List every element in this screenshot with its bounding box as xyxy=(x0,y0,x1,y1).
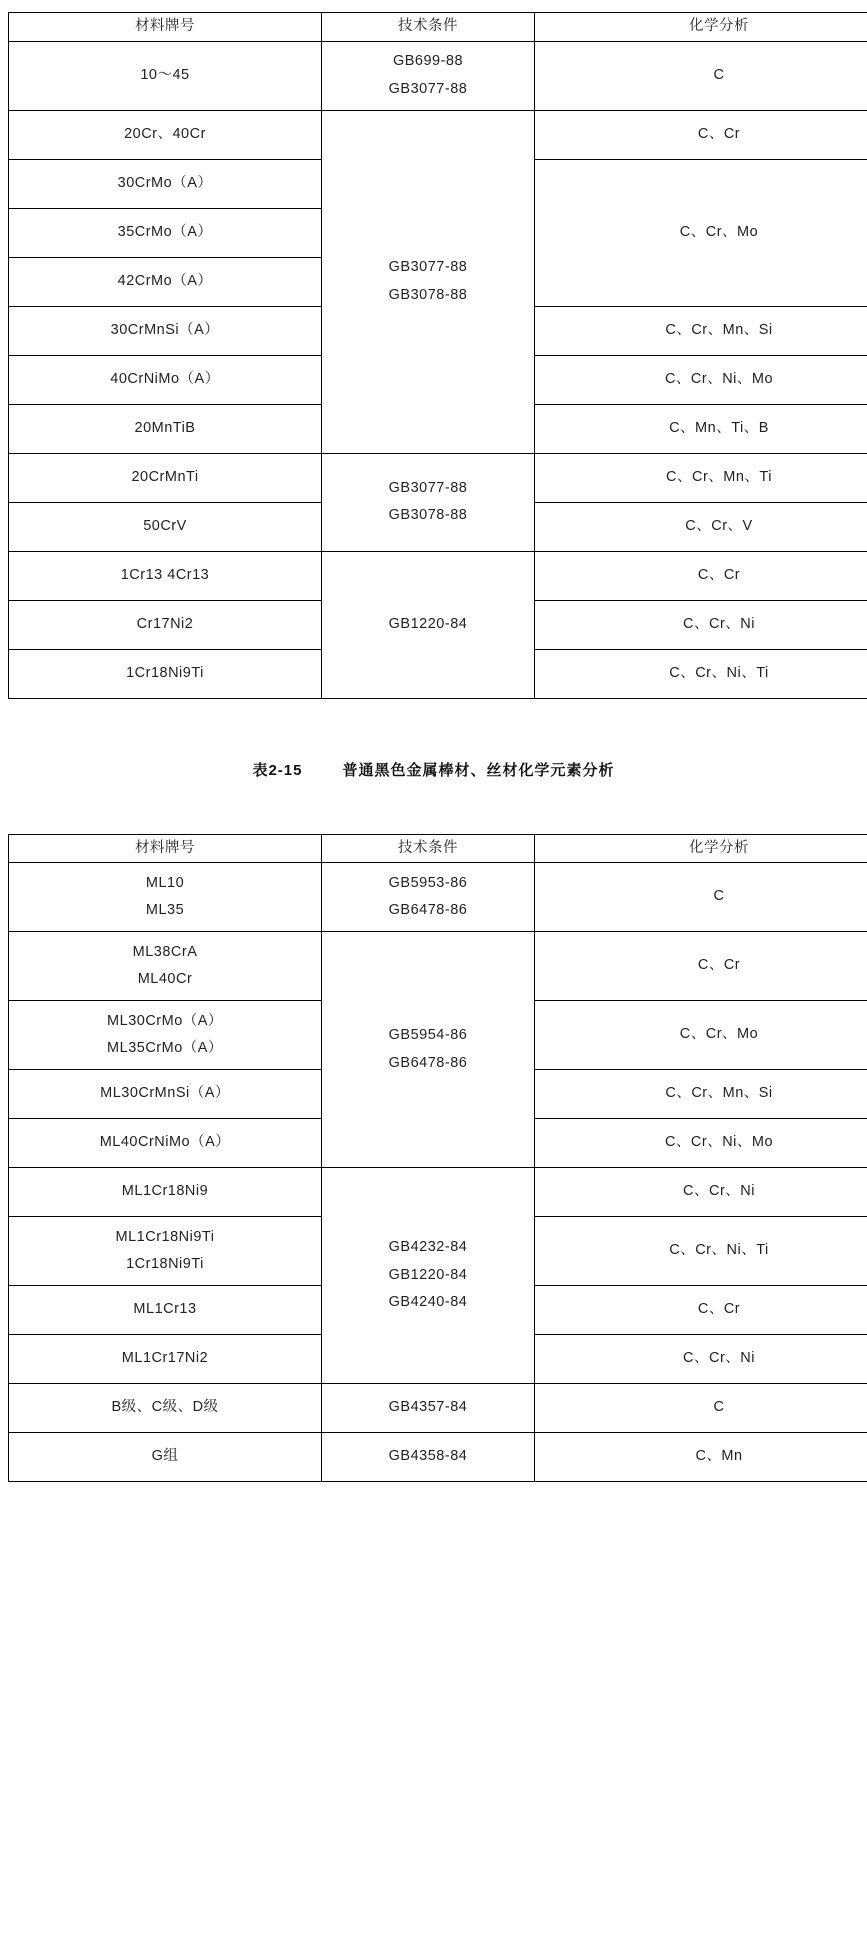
condition-line: GB5953-86 xyxy=(388,874,468,891)
material-chemistry-table-2 xyxy=(8,834,867,1483)
table-row xyxy=(9,863,867,932)
caption-number: 表2-15 xyxy=(252,761,303,779)
cell-chemistry: C、Cr xyxy=(535,110,867,159)
caption-title: 普通黑色金属棒材、丝材化学元素分析 xyxy=(342,761,615,779)
cell-condition: GB1220-84 xyxy=(322,551,535,698)
cell-chemistry: C、Cr、Mn、Si xyxy=(535,1070,867,1119)
material-line: ML38CrA xyxy=(132,943,198,960)
column-header-material: 材料牌号 xyxy=(9,834,322,863)
condition-line: GB3077-88 xyxy=(388,259,468,275)
cell-material: 20MnTiB xyxy=(9,404,322,453)
cell-material: 20Cr、40Cr xyxy=(9,110,322,159)
cell-chemistry: C xyxy=(535,1384,867,1433)
condition-line: GB3078-88 xyxy=(388,507,468,524)
table-caption-2-15 xyxy=(0,759,867,780)
cell-chemistry: C、Cr xyxy=(535,1286,867,1335)
cell-chemistry: C xyxy=(535,863,867,932)
table-row xyxy=(9,41,867,110)
table-row xyxy=(9,551,867,600)
condition-line: GB4232-84 xyxy=(388,1239,468,1256)
bottom-spacer xyxy=(0,1482,867,1502)
cell-material: 42CrMo（A） xyxy=(9,257,322,306)
cell-material xyxy=(9,863,322,932)
cell-material: ML40CrNiMo（A） xyxy=(9,1119,322,1168)
cell-material: ML1Cr18Ni9 xyxy=(9,1168,322,1217)
table-row xyxy=(9,1433,867,1482)
column-header-chemistry: 化学分析 xyxy=(535,13,867,42)
material-line: ML35 xyxy=(145,902,185,919)
cell-material: 35CrMo（A） xyxy=(9,208,322,257)
table-header-row xyxy=(9,13,867,42)
column-header-condition: 技术条件 xyxy=(322,13,535,42)
gap-below-caption xyxy=(0,780,867,834)
cell-material: Cr17Ni2 xyxy=(9,600,322,649)
material-chemistry-table-1 xyxy=(8,12,867,699)
cell-chemistry: C、Cr、Mn、Ti xyxy=(535,453,867,502)
table-row xyxy=(9,1168,867,1217)
table-row xyxy=(9,932,867,1001)
cell-chemistry: C、Cr xyxy=(535,551,867,600)
condition-line: GB4240-84 xyxy=(388,1294,468,1311)
cell-condition xyxy=(322,41,535,110)
column-header-material: 材料牌号 xyxy=(9,13,322,42)
material-line: 1Cr18Ni9Ti xyxy=(126,1256,204,1273)
cell-chemistry: C、Mn、Ti、B xyxy=(535,404,867,453)
material-line: ML1Cr18Ni9Ti xyxy=(115,1228,215,1245)
column-header-chemistry: 化学分析 xyxy=(535,834,867,863)
cell-chemistry: C、Cr、Ni xyxy=(535,1168,867,1217)
table-row xyxy=(9,453,867,502)
cell-chemistry: C、Cr、Ni、Ti xyxy=(535,1217,867,1286)
cell-chemistry: C、Cr、Mo xyxy=(535,159,867,306)
cell-chemistry: C、Cr、Ni xyxy=(535,600,867,649)
cell-condition xyxy=(322,932,535,1168)
cell-material: ML1Cr13 xyxy=(9,1286,322,1335)
cell-chemistry: C xyxy=(535,41,867,110)
cell-chemistry: C、Cr、Mn、Si xyxy=(535,306,867,355)
table-header-row xyxy=(9,834,867,863)
material-line: ML40Cr xyxy=(137,971,193,988)
cell-chemistry: C、Cr xyxy=(535,932,867,1001)
condition-line: GB1220-84 xyxy=(388,1266,468,1283)
table-row xyxy=(9,110,867,159)
cell-condition xyxy=(322,453,535,551)
material-line: ML30CrMo（A） xyxy=(107,1012,223,1029)
cell-material: 30CrMo（A） xyxy=(9,159,322,208)
top-spacer xyxy=(0,0,867,12)
cell-chemistry: C、Mn xyxy=(535,1433,867,1482)
condition-line: GB3077-88 xyxy=(388,479,468,496)
cell-chemistry: C、Cr、Ni、Mo xyxy=(535,1119,867,1168)
cell-material: 30CrMnSi（A） xyxy=(9,306,322,355)
cell-material xyxy=(9,1217,322,1286)
cell-condition: GB4358-84 xyxy=(322,1433,535,1482)
cell-material: 40CrNiMo（A） xyxy=(9,355,322,404)
cell-condition xyxy=(322,1168,535,1384)
cell-chemistry: C、Cr、Ni、Ti xyxy=(535,649,867,698)
cell-material: ML30CrMnSi（A） xyxy=(9,1070,322,1119)
cell-material: B级、C级、D级 xyxy=(9,1384,322,1433)
condition-line: GB3077-88 xyxy=(388,80,468,97)
cell-material: G组 xyxy=(9,1433,322,1482)
cell-condition: GB4357-84 xyxy=(322,1384,535,1433)
condition-line: GB3078-88 xyxy=(388,286,468,303)
condition-line: GB699-88 xyxy=(392,53,464,69)
cell-material: 1Cr13 4Cr13 xyxy=(9,551,322,600)
cell-material: 1Cr18Ni9Ti xyxy=(9,649,322,698)
condition-line: GB5954-86 xyxy=(388,1027,468,1044)
condition-line: GB6478-86 xyxy=(388,902,468,919)
cell-material: 10～45 xyxy=(9,41,322,110)
gap-above-caption xyxy=(0,699,867,759)
material-line: ML35CrMo（A） xyxy=(107,1040,223,1057)
condition-line: GB6478-86 xyxy=(388,1054,468,1071)
cell-chemistry: C、Cr、Mo xyxy=(535,1001,867,1070)
cell-material: ML1Cr17Ni2 xyxy=(9,1335,322,1384)
cell-condition xyxy=(322,863,535,932)
cell-material: 50CrV xyxy=(9,502,322,551)
cell-material: 20CrMnTi xyxy=(9,453,322,502)
cell-material xyxy=(9,932,322,1001)
cell-chemistry: C、Cr、Ni xyxy=(535,1335,867,1384)
column-header-condition: 技术条件 xyxy=(322,834,535,863)
cell-condition xyxy=(322,110,535,453)
cell-chemistry: C、Cr、V xyxy=(535,502,867,551)
material-line: ML10 xyxy=(145,874,185,891)
cell-chemistry: C、Cr、Ni、Mo xyxy=(535,355,867,404)
cell-material xyxy=(9,1001,322,1070)
table-row xyxy=(9,1384,867,1433)
